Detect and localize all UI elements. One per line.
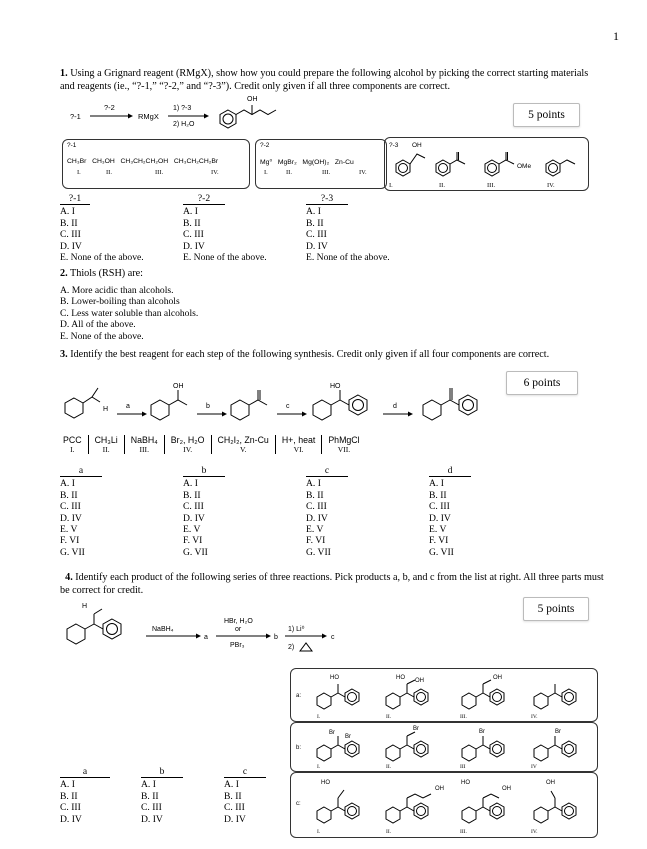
q4-colb-opt-d[interactable]: D. IV xyxy=(141,813,163,825)
q4-colc-opt-a[interactable]: A. I xyxy=(224,779,239,791)
q3-answer-col-d xyxy=(429,465,509,558)
box2-roman-1: I. xyxy=(264,169,268,176)
q4-c-label-2: OH xyxy=(435,786,444,792)
q4-c-label-3: HO xyxy=(461,780,470,786)
box2-roman-2: II. xyxy=(286,169,292,176)
box3-ome: OMe xyxy=(517,163,532,170)
q1-points: 5 points xyxy=(513,103,580,127)
box1-item-2: CH₃OH xyxy=(92,158,115,165)
q3-scheme xyxy=(60,378,500,430)
q3-colb-opt-c[interactable]: C. III xyxy=(183,501,204,513)
q3-reagent-4-name: Br₂, H₂O xyxy=(170,435,205,445)
q3-reagent-6-name: H+, heat xyxy=(281,435,316,445)
q4-r3-bot: 2) xyxy=(288,644,295,651)
box1-item-1: CH₃Br xyxy=(67,158,87,165)
q4-c-roman-1: I. xyxy=(317,829,321,835)
q1-col2-opt-a[interactable]: A. I xyxy=(183,206,198,218)
q4-a-roman-4: IV. xyxy=(531,714,538,720)
q1-col2-opt-b[interactable]: B. II xyxy=(183,217,201,229)
q3-colb-opt-d[interactable]: D. IV xyxy=(183,512,205,524)
q4-c-label-4: OH xyxy=(502,786,511,792)
q4-c: c xyxy=(331,634,335,641)
q1-col3-opt-c[interactable]: C. III xyxy=(306,229,327,241)
q1-col1-opt-a[interactable]: A. I xyxy=(60,206,75,218)
q3-colc-head: c xyxy=(306,465,348,477)
q3-ho: HO xyxy=(330,383,341,390)
q4-colc-opt-c[interactable]: C. III xyxy=(224,802,245,814)
box3-molecule-3 xyxy=(485,152,514,176)
q1-col3-opt-d[interactable]: D. IV xyxy=(306,240,328,252)
q4-row-b xyxy=(290,722,598,772)
box3-tag: ?-3 xyxy=(389,142,399,149)
box2-item-3: Mg(OH)₂ xyxy=(302,159,330,166)
q3-colb-head: b xyxy=(183,465,225,477)
q3-reagent-3-roman: III. xyxy=(139,445,149,454)
q3-reagent-5 xyxy=(212,435,276,454)
q3-cold-opt-d[interactable]: D. IV xyxy=(429,512,451,524)
q3-colc-opt-f[interactable]: F. VI xyxy=(306,535,326,547)
q1-scheme xyxy=(70,92,290,134)
q3-step-b: b xyxy=(206,403,210,410)
box1-tag: ?-1 xyxy=(67,142,77,149)
q3-molecule-5 xyxy=(423,388,477,420)
q4-c-label-5: OH xyxy=(546,780,555,786)
q4-b-roman-1: I. xyxy=(317,764,321,770)
q3-reagent-7-roman: VII. xyxy=(337,445,351,454)
q3-text: Identify the best reagent for each step of the following synthesis. Credit only given if all four components are correct. xyxy=(70,349,550,360)
q4-row-c xyxy=(290,772,598,838)
box1-item-3: CH₃CH₂CH₂OH xyxy=(120,158,169,165)
q3-number: 3. xyxy=(60,349,68,360)
q4-row-c-structures xyxy=(291,773,597,837)
q3-colb-opt-e[interactable]: E. V xyxy=(183,524,201,536)
q3-reagent-7 xyxy=(322,435,365,454)
q3-cold-opt-e[interactable]: E. V xyxy=(429,524,447,536)
box1-roman-1: I. xyxy=(77,169,81,176)
q3-reagent-6-roman: VI. xyxy=(293,445,304,454)
q3-cola-opt-e[interactable]: E. V xyxy=(60,524,78,536)
box3-oh: OH xyxy=(412,142,422,149)
q4-answer-col-c xyxy=(224,766,284,825)
q1-arrow2-top: 1) ?-3 xyxy=(173,105,192,112)
q3-colc-opt-a[interactable]: A. I xyxy=(306,478,321,490)
q4-r3-top: 1) Li⁰ xyxy=(288,626,305,633)
q1-prompt xyxy=(60,68,605,93)
q4-r2-mid: or xyxy=(235,626,242,633)
q3-cold-opt-b[interactable]: B. II xyxy=(429,489,447,501)
q1-col1-head: ?-1 xyxy=(60,193,90,205)
q4-colb-opt-b[interactable]: B. II xyxy=(141,790,159,802)
q3-cola-head: a xyxy=(60,465,102,477)
q3-reagent-3-name: NaBH₄ xyxy=(130,435,158,445)
q1-text: Using a Grignard reagent (RMgX), show how you could prepare the following alcohol by picking the correct starting materials and reagents (ie., “?-1,” “?-2,” and “?-3”). Credit only given if all three components are correct. xyxy=(60,68,589,92)
q4-c-label-1: HO xyxy=(321,780,330,786)
q4-colb-head: b xyxy=(141,766,183,778)
q4-r2-bot: PBr₃ xyxy=(230,642,245,649)
q4-row-a-label: a: xyxy=(296,693,302,699)
q4-a-label-4: OH xyxy=(493,675,502,681)
q4-cola-head: a xyxy=(60,766,110,778)
q3-h: H xyxy=(103,406,109,413)
q3-reagent-4-roman: IV. xyxy=(183,445,193,454)
q4-b-molecules xyxy=(317,732,576,761)
q1-arrow2-bottom: 2) H₂O xyxy=(173,121,195,128)
q4-number: 4. xyxy=(65,572,73,583)
q4-c-roman-4: IV. xyxy=(531,829,538,835)
q1-arrow1-label: ?-2 xyxy=(104,103,115,112)
q3-molecule-3 xyxy=(231,390,267,420)
q2-opt-a[interactable]: A. More acidic than alcohols. xyxy=(60,285,174,296)
q4-row-c-label: c: xyxy=(296,801,301,807)
q3-reagent-3 xyxy=(125,435,165,454)
q4-c-molecules xyxy=(317,790,576,823)
q4-a-roman-3: III. xyxy=(460,714,467,720)
q4-reagent1: NaBH₄ xyxy=(152,626,174,633)
q1-col1-opt-b[interactable]: B. II xyxy=(60,217,78,229)
q3-cola-opt-f[interactable]: F. VI xyxy=(60,535,80,547)
q3-oh: OH xyxy=(173,383,184,390)
q3-step-d: d xyxy=(393,403,397,410)
q4-colc-opt-d[interactable]: D. IV xyxy=(224,813,246,825)
q4-text: Identify each product of the following series of three reactions. Pick products a, b, and c from the list at right. All three parts must be correct for credit. xyxy=(60,572,604,596)
q3-cola-opt-b[interactable]: B. II xyxy=(60,489,78,501)
q1-col1-opt-c[interactable]: C. III xyxy=(60,229,81,241)
q4-start-molecule xyxy=(67,609,121,644)
q1-col1-opt-e[interactable]: E. None of the above. xyxy=(60,252,144,264)
q4-a-roman-2: II. xyxy=(386,714,392,720)
q4-cola-opt-c[interactable]: C. III xyxy=(60,802,81,814)
q1-col1-opt-d[interactable]: D. IV xyxy=(60,240,82,252)
q3-reagent-2 xyxy=(89,435,125,454)
q2-opt-d[interactable]: D. All of the above. xyxy=(60,319,136,331)
q3-reagent-2-roman: II. xyxy=(102,445,110,454)
q3-colc-opt-g[interactable]: G. VII xyxy=(306,546,331,558)
arrow-1-head xyxy=(128,114,133,119)
q4-cola-opt-a[interactable]: A. I xyxy=(60,779,75,791)
q1-col2-opt-c[interactable]: C. III xyxy=(183,229,204,241)
q3-reagent-1-roman: I. xyxy=(70,445,75,454)
q3-molecule-4 xyxy=(313,390,367,420)
q2-text: Thiols (RSH) are: xyxy=(70,268,144,279)
box1-roman-2: II. xyxy=(106,169,112,176)
q4-prompt xyxy=(60,572,605,597)
q3-colc-opt-b[interactable]: B. II xyxy=(306,489,324,501)
q4-b-roman-4: IV xyxy=(531,764,537,770)
q3-cold-opt-g[interactable]: G. VII xyxy=(429,546,454,558)
q4-h: H xyxy=(82,603,88,610)
q4-row-b-structures xyxy=(291,723,597,771)
q3-cold-head: d xyxy=(429,465,471,477)
q4-a-roman-1: I. xyxy=(317,714,321,720)
q4-b-roman-3: III xyxy=(460,764,466,770)
q1-col3-opt-e[interactable]: E. None of the above. xyxy=(306,252,390,264)
q4-b-label-3: Br xyxy=(413,726,419,732)
q4-cola-opt-b[interactable]: B. II xyxy=(60,790,78,802)
q3-reagent-2-name: CH₃Li xyxy=(94,435,118,445)
q4-b-label-4: Br xyxy=(479,729,485,735)
q3-cold-opt-c[interactable]: C. III xyxy=(429,501,450,513)
q4-answer-col-b xyxy=(141,766,201,825)
q3-answer-col-b xyxy=(183,465,263,558)
arrow-2-head xyxy=(204,114,209,119)
q4-b-roman-2: II. xyxy=(386,764,392,770)
q3-molecule-1 xyxy=(65,388,100,418)
q3-colc-opt-d[interactable]: D. IV xyxy=(306,512,328,524)
q3-cola-opt-d[interactable]: D. IV xyxy=(60,512,82,524)
q4-b: b xyxy=(274,634,278,641)
q4-c-roman-2: II. xyxy=(386,829,392,835)
q3-reagent-5-roman: V. xyxy=(239,445,247,454)
q1-reagent-box-1 xyxy=(62,139,250,189)
q1-number: 1. xyxy=(60,68,68,79)
q3-reagent-7-name: PhMgCl xyxy=(328,435,360,445)
q4-colc-opt-b[interactable]: B. II xyxy=(224,790,242,802)
q3-colc-opt-c[interactable]: C. III xyxy=(306,501,327,513)
q3-reagent-1 xyxy=(60,435,89,454)
box2-items xyxy=(260,158,354,166)
q3-reagent-4 xyxy=(165,435,212,454)
q3-cola-opt-c[interactable]: C. III xyxy=(60,501,81,513)
box3-roman-4: IV. xyxy=(547,182,555,189)
q3-colb-opt-a[interactable]: A. I xyxy=(183,478,198,490)
q4-a-label-3: OH xyxy=(415,678,424,684)
q4-b-label-2: Br xyxy=(345,734,351,740)
box3-molecule-4 xyxy=(546,160,575,176)
q4-a-molecules xyxy=(317,680,576,709)
q4-colc-head: c xyxy=(224,766,266,778)
q1-col3-head: ?-3 xyxy=(306,193,348,205)
q3-step-a: a xyxy=(126,403,130,410)
page-number: 1 xyxy=(613,29,619,43)
q1-col2-opt-e[interactable]: E. None of the above. xyxy=(183,252,267,264)
q3-colb-opt-b[interactable]: B. II xyxy=(183,489,201,501)
q1-answer-col-1 xyxy=(60,193,170,263)
q1-col2-opt-d[interactable]: D. IV xyxy=(183,240,205,252)
box1-item-4: CH₃CH₂CH₂Br xyxy=(173,158,219,165)
q1-answer-col-2 xyxy=(183,193,293,263)
q2-opt-c[interactable]: C. Less water soluble than alcohols. xyxy=(60,307,199,319)
q2-opt-e[interactable]: E. None of the above. xyxy=(60,330,144,342)
box3-molecule-2 xyxy=(436,152,465,176)
q2-opt-b[interactable]: B. Lower-boiling than alcohols xyxy=(60,296,180,308)
q1-answer-col-3 xyxy=(306,193,416,263)
q4-row-a-structures xyxy=(291,669,597,721)
q4-scheme xyxy=(60,598,350,660)
q1-product-molecule xyxy=(220,105,276,128)
q3-prompt xyxy=(60,349,605,362)
q3-reagent-5-name: CH₂I₂, Zn-Cu xyxy=(217,435,269,445)
q4-b-label-5: Br xyxy=(555,729,561,735)
q3-cold-opt-f[interactable]: F. VI xyxy=(429,535,449,547)
box3-roman-3: III. xyxy=(487,182,496,189)
q4-row-a xyxy=(290,668,598,722)
box2-item-4: Zn-Cu xyxy=(334,159,354,166)
box1-items xyxy=(67,158,218,165)
q4-a-label-1: HO xyxy=(330,675,339,681)
box2-roman-4: IV. xyxy=(359,169,367,176)
q4-points: 5 points xyxy=(523,597,589,621)
q3-cola-opt-a[interactable]: A. I xyxy=(60,478,75,490)
q4-answer-col-a xyxy=(60,766,120,825)
q1-reagent-box-3 xyxy=(384,137,589,191)
q2-options xyxy=(60,285,360,342)
q3-points: 6 points xyxy=(506,371,578,395)
q3-answer-col-a xyxy=(60,465,140,558)
box1-roman-3: III. xyxy=(155,169,164,176)
q4-r2-top: HBr, H₂O xyxy=(224,618,253,625)
box2-item-2: MgBr₂ xyxy=(277,159,297,166)
q4-cola-opt-d[interactable]: D. IV xyxy=(60,813,82,825)
q4-colb-opt-a[interactable]: A. I xyxy=(141,779,156,791)
q1-col3-opt-a[interactable]: A. I xyxy=(306,206,321,218)
q2-number: 2. xyxy=(60,268,68,279)
box3-roman-2: II. xyxy=(439,182,445,189)
q3-cola-opt-g[interactable]: G. VII xyxy=(60,546,85,558)
box3-structures xyxy=(385,138,588,190)
box3-roman-1: I. xyxy=(389,182,393,189)
q1-reagent-box-2 xyxy=(255,139,387,189)
q1-product-oh: OH xyxy=(247,96,258,103)
box2-tag: ?-2 xyxy=(260,142,270,149)
q4-a: a xyxy=(204,634,208,641)
q3-reagent-6 xyxy=(276,435,323,454)
q1-col2-head: ?-2 xyxy=(183,193,225,205)
q1-start: ?-1 xyxy=(70,112,81,121)
q3-reagent-1-name: PCC xyxy=(63,435,82,445)
q3-colb-opt-g[interactable]: G. VII xyxy=(183,546,208,558)
q4-colb-opt-c[interactable]: C. III xyxy=(141,802,162,814)
epoxide-icon xyxy=(300,643,312,651)
q1-mid: RMgX xyxy=(138,112,159,121)
box2-roman-3: III. xyxy=(322,169,331,176)
q4-a-label-2: HO xyxy=(396,675,405,681)
box2-item-1: Mg⁰ xyxy=(260,159,273,166)
q3-reagent-table xyxy=(60,435,366,454)
q3-colb-opt-f[interactable]: F. VI xyxy=(183,535,203,547)
box3-molecule-1 xyxy=(396,154,425,176)
box1-roman-4: IV. xyxy=(211,169,219,176)
q4-c-roman-3: III. xyxy=(460,829,467,835)
q3-cold-opt-a[interactable]: A. I xyxy=(429,478,444,490)
q4-b-label-1: Br xyxy=(329,730,335,736)
q1-col3-opt-b[interactable]: B. II xyxy=(306,217,324,229)
q3-colc-opt-e[interactable]: E. V xyxy=(306,524,324,536)
q3-step-c: c xyxy=(286,403,290,410)
q4-row-b-label: b: xyxy=(296,745,302,751)
q3-molecule-2 xyxy=(151,390,187,420)
q2-prompt xyxy=(60,268,605,281)
q3-answer-col-c xyxy=(306,465,386,558)
